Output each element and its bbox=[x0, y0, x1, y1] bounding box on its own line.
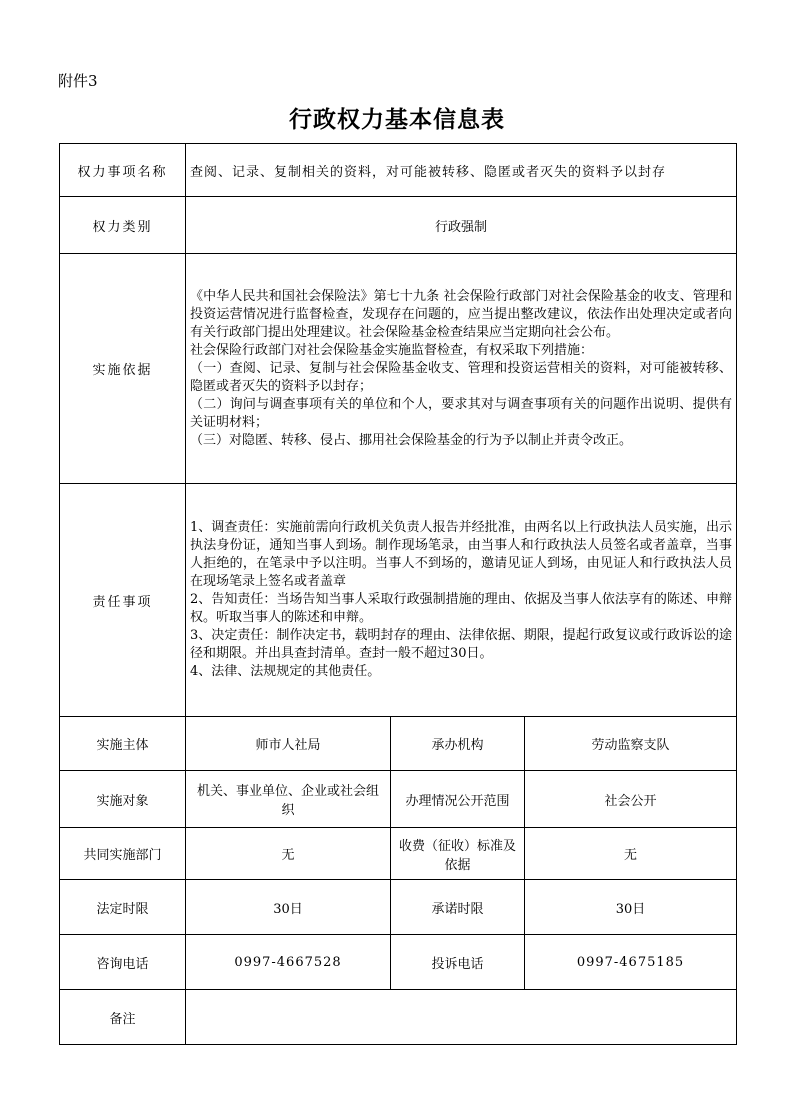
subject-value: 师市人社局 bbox=[186, 717, 391, 771]
row-label-disclosure: 办理情况公开范围 bbox=[391, 771, 525, 828]
basis-paragraph: 《中华人民共和国社会保险法》第七十九条 社会保险行政部门对社会保险基金的收支、管理和投资运营情况进行监督检查，发现存在问题的，应当提出整改建议，依法作出处理决定或者向有关行政部门提出处理建议。社会保险基金检查结果应当定期向社会公布。 bbox=[190, 288, 732, 340]
row-label-category: 权力类别 bbox=[60, 197, 186, 254]
row-label-remark: 备注 bbox=[60, 990, 186, 1045]
table-row bbox=[60, 935, 737, 990]
power-category-value: 行政强制 bbox=[186, 197, 737, 254]
table-row bbox=[60, 828, 737, 880]
row-label-legal-deadline: 法定时限 bbox=[60, 880, 186, 935]
table-row bbox=[60, 197, 737, 254]
row-label-complaint-phone: 投诉电话 bbox=[391, 935, 525, 990]
table-row bbox=[60, 990, 737, 1045]
inquiry-phone-value: 0997-4667528 bbox=[186, 935, 391, 990]
duty-paragraph: 1、调查责任：实施前需向行政机关负责人报告并经批准，由两名以上行政执法人员实施，出示执法身份证，通知当事人到场。制作现场笔录，由当事人和行政执法人员签名或者盖章，当事人拒绝的，在笔录中予以注明。当事人不到场的，邀请见证人到场，由见证人和行政执法人员在现场笔录上签名或者盖章 bbox=[190, 520, 732, 589]
row-label-agency: 承办机构 bbox=[391, 717, 525, 771]
table-row bbox=[60, 880, 737, 935]
duty-paragraph: 4、法律、法规规定的其他责任。 bbox=[190, 664, 381, 679]
row-label-joint: 共同实施部门 bbox=[60, 828, 186, 880]
duty-paragraph: 2、告知责任：当场告知当事人采取行政强制措施的理由、依据及当事人依法享有的陈述、申辩权。听取当事人的陈述和申辩。 bbox=[190, 592, 732, 625]
duty-paragraph: 3、决定责任：制作决定书，载明封存的理由、法律依据、期限，提起行政复议或行政诉讼的途径和期限。并出具查封清单。查封一般不超过30日。 bbox=[190, 628, 732, 661]
row-label-duty: 责任事项 bbox=[60, 484, 186, 717]
row-label-subject: 实施主体 bbox=[60, 717, 186, 771]
fee-value: 无 bbox=[525, 828, 737, 880]
disclosure-value: 社会公开 bbox=[525, 771, 737, 828]
row-label-name: 权力事项名称 bbox=[60, 144, 186, 197]
row-label-target: 实施对象 bbox=[60, 771, 186, 828]
table-row bbox=[60, 484, 737, 717]
complaint-phone-value: 0997-4675185 bbox=[525, 935, 737, 990]
agency-value: 劳动监察支队 bbox=[525, 717, 737, 771]
legal-deadline-value: 30日 bbox=[186, 880, 391, 935]
basis-paragraph: 社会保险行政部门对社会保险基金实施监督检查，有权采取下列措施： bbox=[190, 342, 594, 358]
table-row bbox=[60, 254, 737, 484]
duty-content bbox=[186, 484, 737, 717]
table-row bbox=[60, 717, 737, 771]
basis-content bbox=[186, 254, 737, 484]
row-label-promised-deadline: 承诺时限 bbox=[391, 880, 525, 935]
promised-deadline-value: 30日 bbox=[525, 880, 737, 935]
basis-paragraph: （二）询问与调查事项有关的单位和个人，要求其对与调查事项有关的问题作出说明、提供有关证明材料； bbox=[190, 396, 732, 430]
table-row bbox=[60, 144, 737, 197]
row-label-basis: 实施依据 bbox=[60, 254, 186, 484]
row-label-inquiry-phone: 咨询电话 bbox=[60, 935, 186, 990]
joint-value: 无 bbox=[186, 828, 391, 880]
attachment-label: 附件3 bbox=[58, 72, 98, 90]
basis-paragraph: （一）查阅、记录、复制与社会保险基金收支、管理和投资运营相关的资料，对可能被转移、隐匿或者灭失的资料予以封存； bbox=[190, 360, 732, 394]
remark-value bbox=[186, 990, 737, 1045]
row-label-fee: 收费（征收）标准及依据 bbox=[391, 828, 525, 880]
target-value: 机关、事业单位、企业或社会组织 bbox=[186, 771, 391, 828]
basis-paragraph: （三）对隐匿、转移、侵占、挪用社会保险基金的行为予以制止并责令改正。 bbox=[190, 432, 633, 448]
info-table bbox=[59, 143, 737, 1045]
power-name-value: 查阅、记录、复制相关的资料，对可能被转移、隐匿或者灭失的资料予以封存 bbox=[186, 144, 737, 197]
table-row bbox=[60, 771, 737, 828]
page-title: 行政权力基本信息表 bbox=[289, 106, 505, 133]
